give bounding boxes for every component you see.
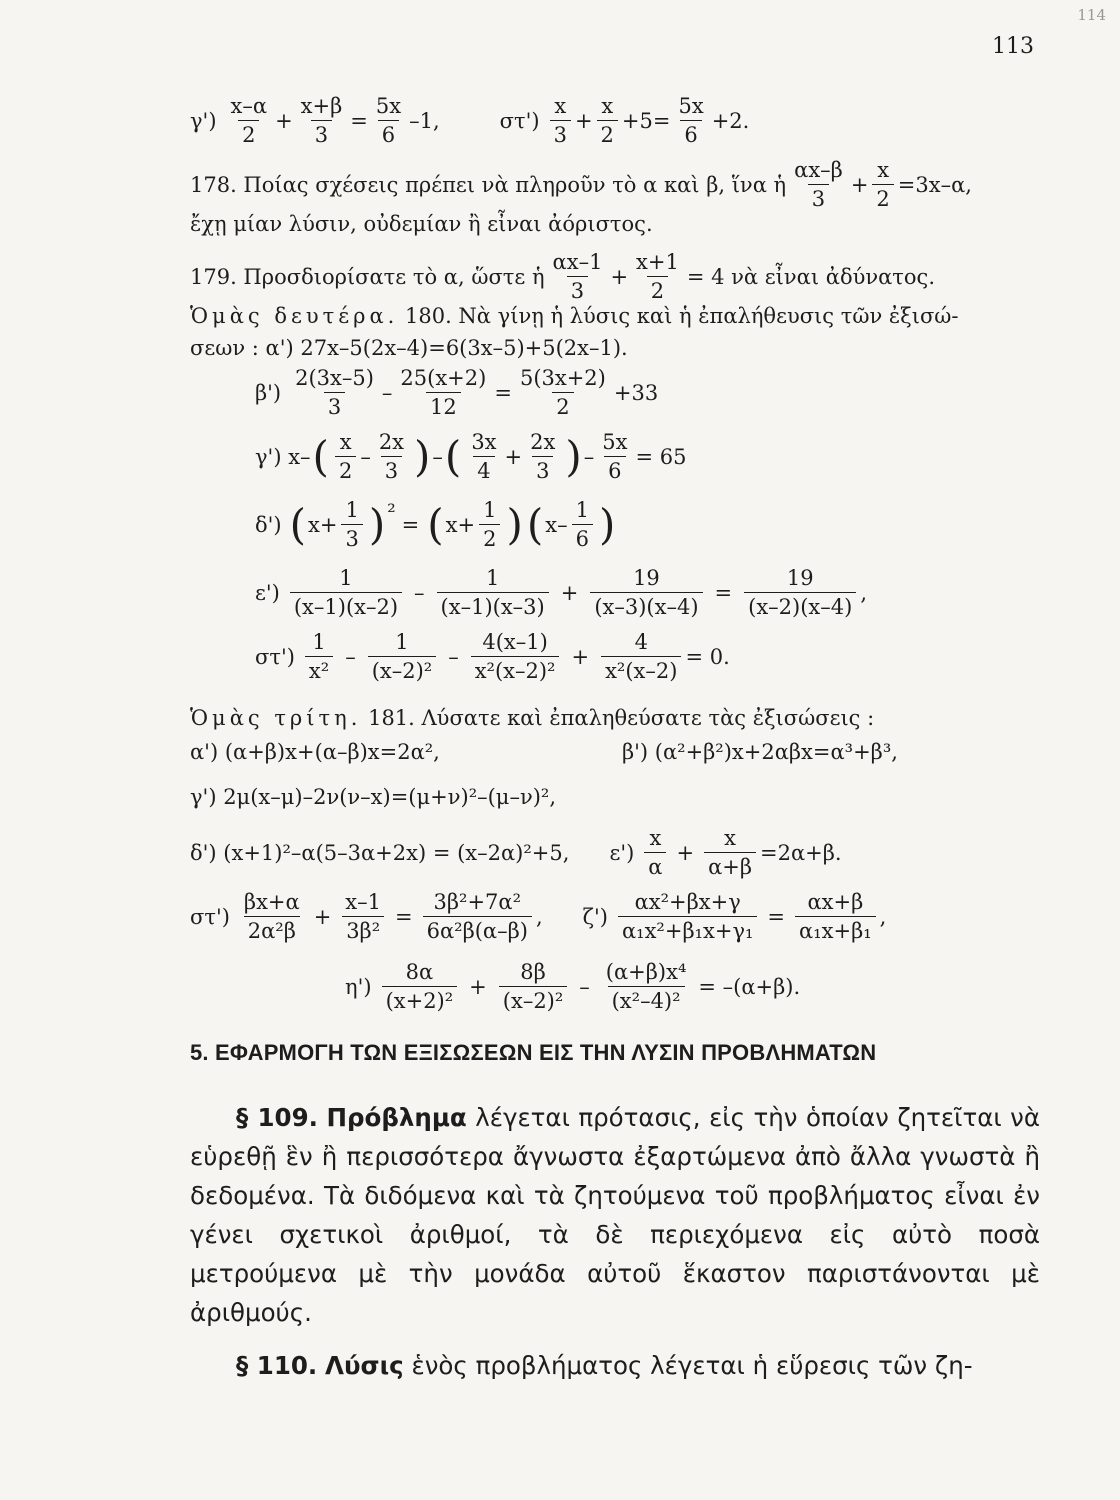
label-zeta: ζ'): [582, 904, 608, 929]
label-stigma-tau: στ'): [190, 904, 230, 929]
operator: =: [401, 512, 420, 537]
label-stigma-tau: στ'): [499, 108, 540, 133]
fraction: $\frac{1}{\text{x²}}$: [305, 630, 333, 683]
exercise-181-text: 181. Λύσατε καὶ ἐπαληθεύσατε τὰς ἐξισώσεις :: [368, 706, 875, 730]
fraction: $\frac{1}{6}$: [572, 498, 593, 551]
expression-tail: ,: [879, 904, 887, 929]
expression-part: x+: [308, 512, 338, 537]
exercise-180-delta: [255, 498, 1105, 551]
paragraph-text: λέγεται πρότασις, εἰς τὴν ὁποίαν ζητεῖται νὰ εὑρεθῇ ἓν ἢ περισσότερα ἄγνωστα ἐξαρτώμενα ἀπὸ ἄλλα γνωστὰ ἢ δεδομένα. Τὰ διδόμενα καὶ τὰ ζητούμενα τοῦ προβλήματος εἶναι ἐν γένει σχετικοὶ ἀριθμοί, τὰ δὲ περιεχόμενα εἰς αὐτὸ ποσὰ μετρούμενα μὲ τὴν μονάδα αὐτοῦ ἕκαστον παριστάνονται μὲ ἀριθμούς.: [190, 1103, 1040, 1327]
operator: –: [448, 644, 459, 669]
fraction: $\frac{\alpha x-\beta}{3}$: [794, 158, 843, 211]
fraction: $\frac{25(x+2)}{12}$: [400, 366, 487, 419]
exercise-180-epsilon: [255, 566, 1105, 619]
expression-part: x–: [545, 512, 568, 537]
paren: (: [289, 499, 306, 549]
operator: –: [432, 444, 443, 469]
fraction: $\frac{5x}{6}$: [602, 430, 628, 483]
fraction: $\frac{19}{(x-3)(x-4)}$: [590, 566, 702, 619]
exercise-181-fz: [190, 890, 1040, 943]
fraction: $\frac{x}{\alpha}$: [644, 826, 666, 879]
fraction: $\frac{\text{αx²+βx+γ}}{\text{α₁x²+β₁x+γ₁}}$: [618, 890, 757, 943]
expression-tail: +33: [613, 380, 659, 405]
equation-beta: β') (α²+β²)x+2αβx=α³+β³,: [622, 740, 898, 764]
paren: (: [444, 431, 462, 481]
exercise-181-eta: [345, 960, 1120, 1013]
label-epsilon: ε'): [255, 580, 280, 605]
operator: +: [469, 974, 487, 999]
fraction: $\frac{\text{(α+β)x⁴}}{\text{(x²–4)²}}$: [605, 960, 687, 1013]
expression-tail: =2α+β.: [760, 840, 842, 865]
fraction: $\frac{1}{2}$: [479, 498, 500, 551]
expression-part: x+: [445, 512, 476, 537]
fraction: $\frac{2x}{3}$: [530, 430, 556, 483]
expression-tail: –1,: [409, 108, 440, 133]
expression-tail: = –(α+β).: [698, 974, 801, 999]
paren: ): [414, 431, 431, 481]
exercise-178-line2: ἔχῃ μίαν λύσιν, οὐδεμίαν ἢ εἶναι ἀόριστος.: [190, 212, 653, 236]
exercise-177-row: [190, 94, 1040, 147]
label-beta: β'): [255, 380, 282, 405]
fraction: $\frac{x}{2}$: [335, 430, 356, 483]
group-3-heading-line: [190, 706, 1040, 730]
fraction: $\frac{\text{3β²+7α²}}{\text{6α²β(α–β)}}$: [423, 890, 532, 943]
operator: –: [414, 580, 425, 605]
fraction: $\frac{x}{3}$: [550, 94, 571, 147]
exercise-181-de: [190, 826, 1040, 879]
label-stigma-tau: στ'): [255, 644, 295, 669]
operator: +: [571, 644, 590, 669]
exponent: ²: [387, 500, 396, 524]
fraction: $\frac{4(x-1)}{\text{x²(x–2)²}}$: [471, 630, 560, 683]
exercise-181-ab: [190, 740, 1040, 764]
paren: (: [312, 431, 329, 481]
fraction: $\frac{x}{\alpha+\beta}$: [704, 826, 756, 879]
fraction: $\frac{x-\alpha}{2}$: [230, 94, 268, 147]
operator: +: [313, 904, 332, 929]
page-number: 113: [992, 34, 1034, 59]
exercise-178-text: 178. Ποίας σχέσεις πρέπει νὰ πληροῦν τὸ α καὶ β, ἵνα ἡ: [190, 172, 787, 197]
expression-tail: =3x–α,: [897, 172, 972, 197]
expression-tail: = 0.: [685, 644, 730, 669]
equation-delta: δ') (x+1)²–α(5–3α+2x) = (x–2α)²+5,: [190, 840, 570, 865]
corner-page-mark: 114: [1077, 6, 1106, 24]
expression-tail: = 4 νὰ εἶναι ἀδύνατος.: [686, 264, 935, 289]
operator: –: [579, 974, 590, 999]
group-2-heading-line: [190, 304, 1040, 328]
paren: ): [565, 431, 582, 481]
operator: =: [494, 380, 512, 405]
expression-mid: +5=: [621, 108, 671, 133]
operator: =: [350, 108, 368, 133]
fraction: $\frac{x}{2}$: [597, 94, 618, 147]
operator: +: [275, 108, 293, 133]
fraction: $\frac{1}{(x-1)(x-3)}$: [437, 566, 549, 619]
fraction: $\frac{5x}{6}$: [678, 94, 704, 147]
operator: +: [560, 580, 579, 605]
operator: +: [850, 172, 869, 197]
section-number: § 110.: [236, 1351, 318, 1380]
label-epsilon: ε'): [609, 840, 635, 865]
paren: ): [368, 499, 386, 549]
operator: –: [360, 444, 371, 469]
fraction: $\frac{\alpha x+\beta}{\text{α₁x+β₁}}$: [795, 890, 876, 943]
equation-gamma: γ') 2μ(x–μ)–2ν(ν–x)=(μ+ν)²–(μ–ν)²,: [190, 785, 557, 809]
key-term: Λύσις: [325, 1351, 404, 1380]
fraction: $\frac{x+\beta}{3}$: [300, 94, 343, 147]
expression-tail: = 65: [635, 444, 687, 469]
group-2-title: Ὁμὰς δευτέρα.: [190, 304, 399, 328]
label-eta: η'): [345, 974, 372, 999]
fraction: $\frac{2(3x-5)}{3}$: [295, 366, 374, 419]
operator: –: [381, 380, 393, 405]
paren: ): [598, 499, 616, 549]
paragraph-110: [190, 1346, 1040, 1385]
fraction: $\frac{3x}{4}$: [471, 430, 497, 483]
exercise-179-text: 179. Προσδιορίσατε τὸ α, ὥστε ἡ: [190, 264, 545, 289]
operator: –: [583, 444, 595, 469]
exercise-180-alpha: σεων : α') 27x–5(2x–4)=6(3x–5)+5(2x–1).: [190, 336, 628, 360]
fraction: $\frac{1}{3}$: [341, 498, 362, 551]
key-term: Πρόβλημα: [326, 1103, 467, 1132]
fraction: $\frac{8\beta}{\text{(x–2)²}}$: [499, 960, 568, 1013]
operator: =: [767, 904, 786, 929]
label-gamma: γ'): [190, 108, 217, 133]
paragraph-109: [190, 1098, 1040, 1332]
exercise-179-row: [190, 250, 1040, 303]
operator: +: [610, 264, 629, 289]
fraction: $\frac{\beta x+\alpha}{\text{2α²β}}$: [243, 890, 300, 943]
fraction: $\frac{1}{(x-1)(x-2)}$: [290, 566, 402, 619]
fraction: $\frac{5(3x+2)}{2}$: [519, 366, 606, 419]
exercise-180-stigma-tau: [255, 630, 1105, 683]
fraction: $\frac{\alpha x-1}{3}$: [552, 250, 603, 303]
fraction: $\frac{x}{2}$: [872, 158, 893, 211]
operator: =: [395, 904, 413, 929]
operator: –: [345, 644, 356, 669]
expression-tail: ,: [860, 580, 868, 605]
paren: (: [427, 499, 444, 549]
section-number: § 109.: [236, 1103, 318, 1132]
fraction: $\frac{8\alpha}{\text{(x+2)²}}$: [382, 960, 458, 1013]
paren: (: [526, 499, 544, 549]
paragraph-text: ἑνὸς προβλήματος λέγεται ἡ εὕρεσις τῶν ζη-: [411, 1351, 973, 1380]
section-heading: 5. ΕΦΑΡΜΟΓΗ ΤΩΝ ΕΞΙΣΩΣΕΩΝ ΕΙΣ ΤΗΝ ΛΥΣΙΝ ΠΡΟΒΛΗΜΑΤΩΝ: [190, 1040, 877, 1065]
exercise-180-gamma: [255, 430, 1105, 483]
expression-tail: +2.: [711, 108, 750, 133]
exercise-180-beta: [255, 366, 1105, 419]
label-delta: δ'): [255, 512, 282, 537]
fraction: $\frac{x-1}{\text{3β²}}$: [341, 890, 385, 943]
fraction: $\frac{5x}{6}$: [375, 94, 402, 147]
fraction: $\frac{1}{\text{(x–2)²}}$: [368, 630, 437, 683]
expression-tail: ,: [535, 904, 543, 929]
operator: +: [676, 840, 695, 865]
operator: +: [504, 444, 523, 469]
label-gamma: γ') x–: [255, 444, 311, 469]
operator: =: [714, 580, 733, 605]
equation-alpha: α') (α+β)x+(α–β)x=2α²,: [190, 740, 440, 764]
fraction: $\frac{x+1}{2}$: [636, 250, 679, 303]
group-3-title: Ὁμὰς τρίτη.: [190, 706, 362, 730]
operator: +: [574, 108, 593, 133]
fraction: $\frac{19}{(x-2)(x-4)}$: [744, 566, 856, 619]
paren: ): [506, 499, 523, 549]
fraction: $\frac{4}{\text{x²(x–2)}}$: [601, 630, 681, 683]
fraction: $\frac{2x}{3}$: [378, 430, 405, 483]
exercise-178-row: [190, 158, 1040, 211]
exercise-180-text: 180. Νὰ γίνῃ ἡ λύσις καὶ ἡ ἐπαλήθευσις τῶν ἐξισώ-: [405, 304, 959, 328]
